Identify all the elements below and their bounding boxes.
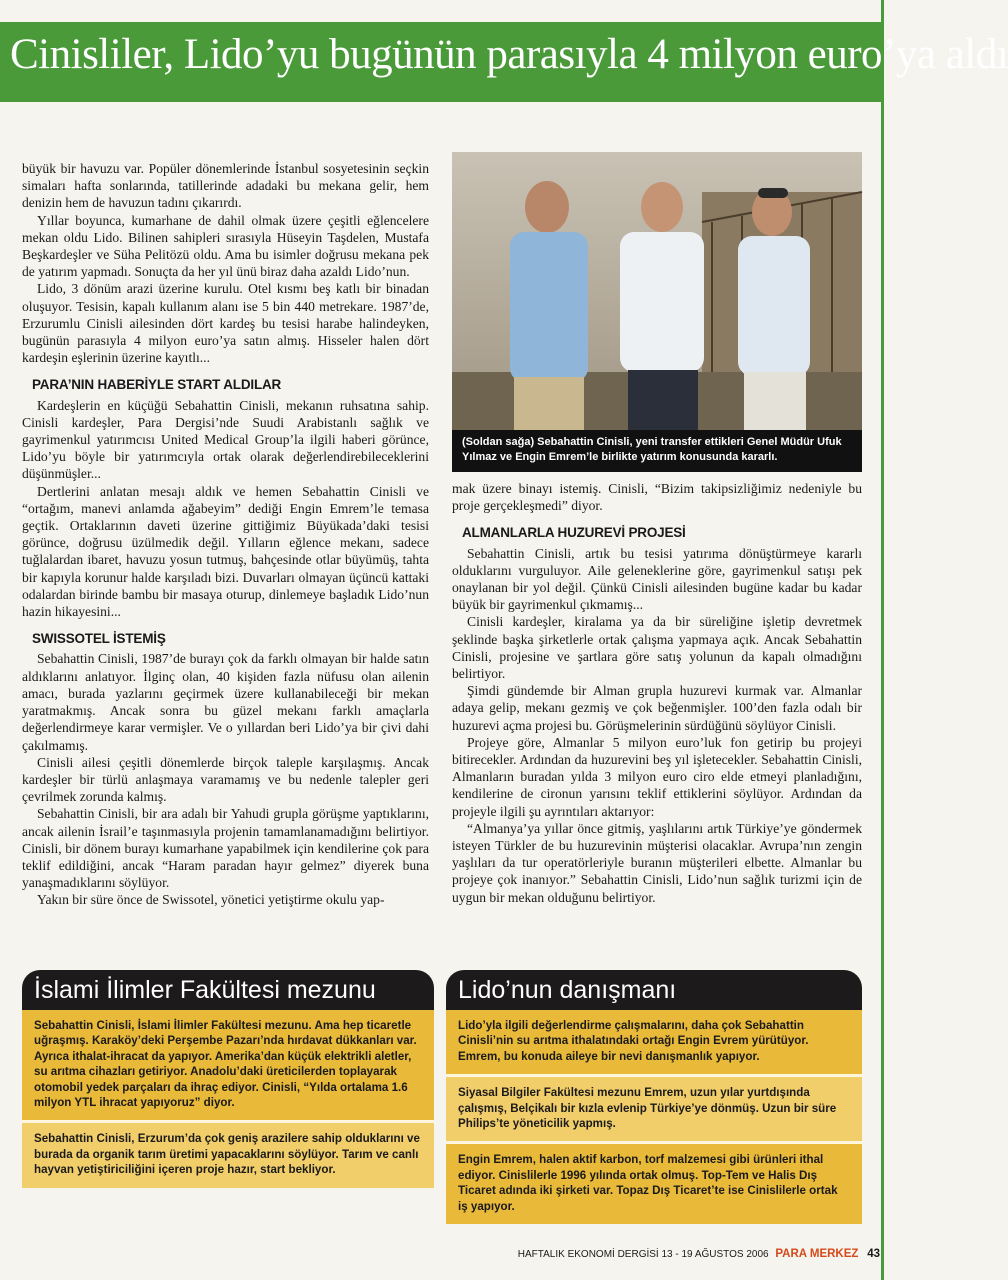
- section-heading: ALMANLARLA HUZUREVİ PROJESİ: [462, 525, 686, 541]
- page-footer: [0, 1248, 880, 1272]
- footer-brand: PARA MERKEZ: [775, 1248, 859, 1260]
- sidebar-box-body: [22, 1010, 434, 1188]
- paragraph: büyük bir havuzu var. Popüler dönemlerinde İstanbul sosyetesinin seçkin simaları hafta sonlarında, tatillerinde adadaki bu mekana gelir, hem denizin hem de havuzun tadını çıkarırdı.: [22, 161, 429, 211]
- paragraph: Dertlerini anlatan mesajı aldık ve hemen Sebahattin Cinisli ve “ortağım, manevi anlamda ağabeyim” dediği Engin Emrem’le temasa geçtik. Ortaklarının daveti üzerine gittiğimiz Büyükada’daki tesisi görünce, doğrusu üzülmedik değil. Yılların eğlence mekanı, sadece tuğlalardan ibaret, havuzu yosun tutmuş, bahçesinde otlar büyümüş, tahta bir kapıyla korunur halde karşıladı bizi. Duvarları olmayan üçüncü kattaki odalardan birinde bambu bir masaya oturup, dinlemeye başladık Lido’nun hazin hikayesini...: [22, 483, 429, 620]
- paragraph: Projeye göre, Almanlar 5 milyon euro’luk fon getirip bu projeyi bitirecekler. Ardından da huzurevini beş yıl işletecekler. Sebahattin Cinisli, Almanların buradan yılda 3 milyon euro ciro elde etmeyi planladığını, kendilerine de cironun yarısını teklif ettiklerini söylüyor. Ardından da projeyle ilgili şu ayrıntıları aktarıyor:: [452, 734, 862, 819]
- paragraph: “Almanya’ya yıllar önce gitmiş, yaşlılarını artık Türkiye’ye göndermek isteyen Türkler de bu huzurevinin müşterisi olacaklar. Avrupa’nın zengin yaşlıları da tur operatörleriyle buranın müşterileri elbette. Almanlar bu projeye çok inanıyor.” Sebahattin Cinisli, Lido’nun sağlık turizmi için de uygun bir mekan olduğunu belirtiyor.: [452, 820, 862, 905]
- paragraph: Sebahattin Cinisli, artık bu tesisi yatırıma dönüştürmeye kararlı olduklarını vurguluyor. Aile geleneklerine göre, gayrimenkul satışı pek onaylanan bir yol değil. Çünkü Cinisli ailesinden bugüne kadar bu kadar büyük bir gayrimenkul çıkmamış...: [452, 545, 862, 613]
- sidebar-box-section: Lido’yla ilgili değerlendirme çalışmalarını, daha çok Sebahattin Cinisli’nin su arıtma ithalatındaki ortağı Engin Evrem yürütüyor. Emrem, bu konuda aileye bir nevi danışmanlık yapıyor.: [446, 1010, 862, 1077]
- paragraph: mak üzere binayı istemiş. Cinisli, “Bizim takipsizliğimiz nedeniyle bu proje gerçekleşmedi” diyor.: [452, 481, 862, 514]
- page-number: 43: [867, 1248, 880, 1260]
- paragraph: Sebahattin Cinisli, 1987’de burayı çok da farklı olmayan bir halde satın aldıklarını anlatıyor. İlginç olan, 40 kişiden fazla nüfusu olan ailenin amacı, burada yazlarını geçirmek üzere kullanabileceği bir mekan yaratmakmış. Ancak sonra bu güzel mekanı farklı amaçlarla değerlendirmeye karar vermişler. Ve o yıllardan beri Lido’ya bir çivi dahi çakılmamış.: [22, 651, 429, 753]
- sidebar-box-section: Sebahattin Cinisli, İslami İlimler Fakültesi mezunu. Ama hep ticaretle uğraşmış. Karaköy’deki Perşembe Pazarı’nda hırdavat dükkanları var. Ayrıca ithalat-ihracat da yapıyor. Amerika’dan küçük elektrikli aletler, su arıtma cihazları getiriyor. Anadolu’daki üreticilerden toplayarak otomobil yedek parçaları da ihraç ediyor. Cinisli, “Yılda ortalama 1.6 milyon YTL ihracat yapıyoruz” diyor.: [22, 1010, 434, 1123]
- headline-title: Cinisliler, Lido’yu bugünün parasıyla 4 milyon euro’ya aldı: [10, 31, 1008, 78]
- sidebar-box-section: Sebahattin Cinisli, Erzurum’da çok geniş arazilere sahip olduklarını ve burada da organik tarım üretimi yapacaklarını söylüyor. Tarım ve canlı hayvan yetiştiriciliğini içeren proje hazır, start bekliyor.: [22, 1123, 434, 1187]
- sidebar-box-section: Siyasal Bilgiler Fakültesi mezunu Emrem, uzun yılar yurtdışında çalışmış, Belçikalı bir kızla evlenip Türkiye’ye dönmüş. Uzun bir süre Philips’te yöneticilik yapmış.: [446, 1077, 862, 1144]
- section-heading: PARA’NIN HABERİYLE START ALDILAR: [32, 377, 282, 393]
- sidebar-box-body: [446, 1010, 862, 1224]
- headline-banner: [0, 22, 1008, 102]
- paragraph: Cinisli kardeşler, kiralama ya da bir süreliğine işletip devretmek şeklinde başka şirketlerle ortak çalışma yapmaya açık. Ancak Sebahattin Cinisli, projesine ve şartlara göre satış yolunun da kapalı olmadığını belirtiyor.: [452, 614, 862, 682]
- paragraph: Cinisli ailesi çeşitli dönemlerde birçok taleple karşılaşmış. Ancak kardeşler bir türlü anlaşmaya varamamış ve bu nedenle talepler geri çevrilmek zorunda kalmış.: [22, 754, 429, 805]
- sidebar-box-education: [22, 970, 434, 1228]
- sidebar-box-consultant: [446, 970, 862, 1228]
- article-photo: [452, 152, 862, 472]
- article-left-column: [22, 160, 429, 909]
- page-edge-rule: [881, 0, 884, 1280]
- photo-caption: (Soldan sağa) Sebahattin Cinisli, yeni transfer ettikleri Genel Müdür Ufuk Yılmaz ve Engin Emrem’le birlikte yatırım konusunda kararlı.: [452, 430, 862, 472]
- photo-illustration: [452, 152, 862, 472]
- article-right-column: [452, 480, 862, 906]
- paragraph: Yıllar boyunca, kumarhane de dahil olmak üzere çeşitli eğlencelere mekan oldu Lido. Bilinen sahipleri sırasıyla Hüseyin Taşdelen, Mustafa Beşkardeşler ve Süha Pelitözü oldu. Ama bu isimler doğrusu mekana pek de yatırım yapmadı. Sonuçta da her yıl ünü biraz daha azaldı Lido’nun.: [22, 212, 429, 280]
- sidebar-box-title: Lido’nun danışmanı: [446, 970, 862, 1010]
- paragraph: Kardeşlerin en küçüğü Sebahattin Cinisli, mekanın ruhsatına sahip. Cinisli kardeşler, Para Dergisi’nde Suudi Arabistanlı sağlık ve gayrimenkul yatırımcısı United Medical Group’la ilgili haberi görünce, Lido’yu böyle bir yatırımcıyla ortak olarak değerlendirebileceklerini düşünmüşler...: [22, 397, 429, 482]
- paragraph: Sebahattin Cinisli, bir ara adalı bir Yahudi grupla görüşme yaptıklarını, ancak ailenin İsrail’e taşınmasıyla projenin tamamlanamadığını belirtiyor. Cinisli, bir dönem burayı kumarhane yapabilmek için kendilerine çok para teklif edildiğini, ancak “Haram paradan hayır gelmez” diyerek buna yanaşmadıklarını söylüyor.: [22, 806, 429, 891]
- paragraph: Lido, 3 dönüm arazi üzerine kurulu. Otel kısmı beş katlı bir binadan oluşuyor. Tesisin, kapalı kullanım alanı ise 5 bin 440 metrekare. 1987’de, Erzurumlu Cinisli ailesinden dört kardeş bu tesisi harabe halindeyken, bugünün parasıyla 4 milyon euro’ya satın almış. Hisseler halen dört kardeşin eşlerinin üzerine kayıtlı...: [22, 281, 429, 366]
- paragraph: Yakın bir süre önce de Swissotel, yönetici yetiştirme okulu yap-: [37, 892, 385, 908]
- sidebar-box-title: İslami İlimler Fakültesi mezunu: [22, 970, 434, 1010]
- footer-publication: HAFTALIK EKONOMİ DERGİSİ 13 - 19 AĞUSTOS 2006: [517, 1249, 769, 1260]
- sidebar-box-section: Engin Emrem, halen aktif karbon, torf malzemesi gibi ürünleri ithal ediyor. Cinislilerle 1996 yılında ortak olmuş. Top-Tem ve Halis Dış Ticaret adında iki şirketi var. Topaz Dış Ticaret’te ise Cinislilerle ortak iş yapıyor.: [458, 1153, 838, 1213]
- paragraph: Şimdi gündemde bir Alman grupla huzurevi kurmak var. Almanlar adaya gelip, mekanı gezmiş ve çok beğenmişler. 100’den fazla odalı bir huzurevi açma projesi bu. Görüşmelerinin sürdüğünü söylüyor Cinisli.: [452, 683, 862, 733]
- section-heading: SWISSOTEL İSTEMİŞ: [32, 631, 166, 647]
